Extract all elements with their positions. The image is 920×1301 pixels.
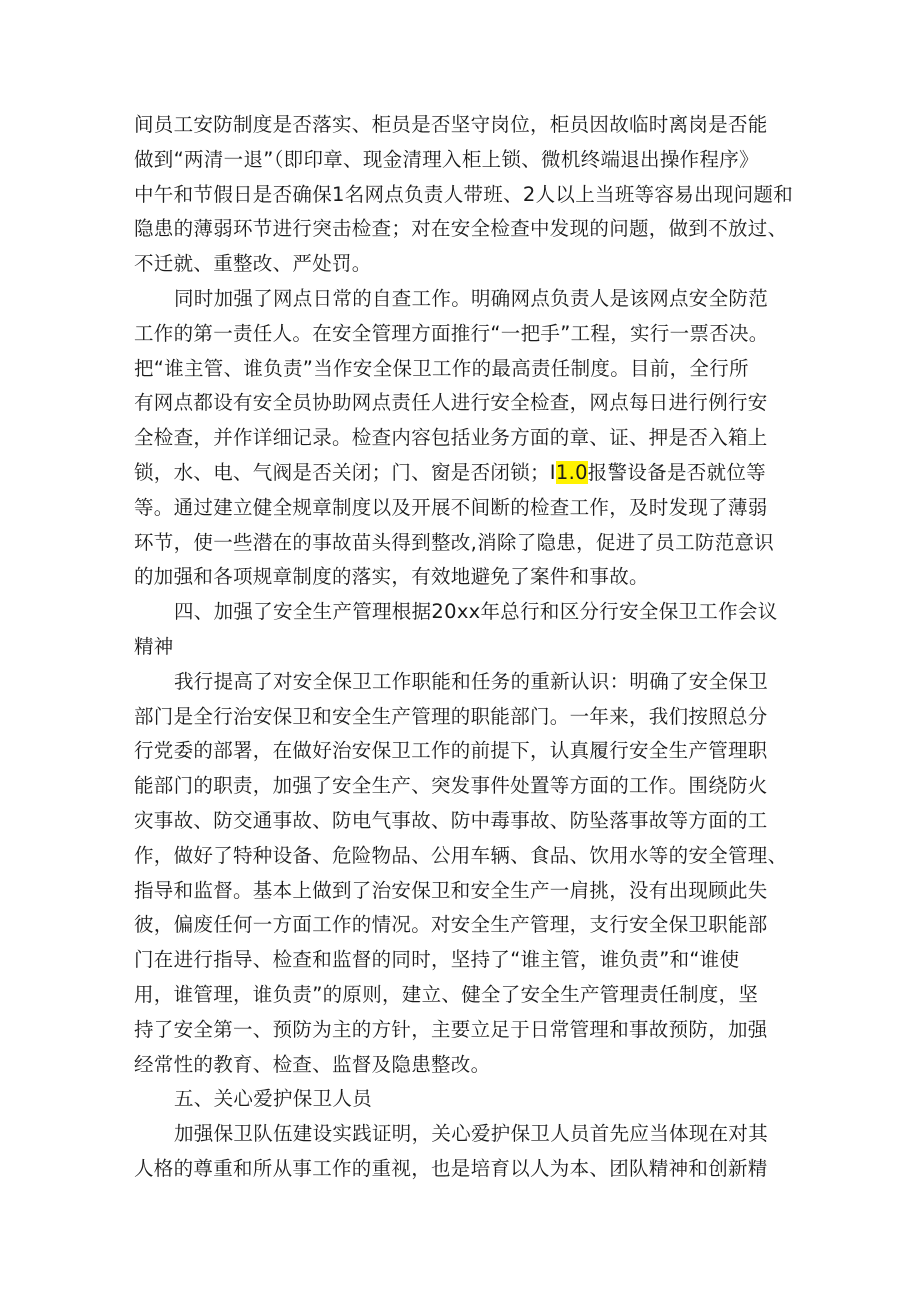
text-line: 持了安全第一、预防为主的方针，主要立足于日常管理和事故预防，加强 (134, 1017, 768, 1041)
paragraph-start-line: 同时加强了网点日常的自查工作。明确网点负责人是该网点安全防范 (174, 286, 769, 310)
text-line: 把“谁主管、谁负责”当作安全保卫工作的最高责任制度。目前，全行所 (134, 356, 749, 380)
paragraph-start-line: 我行提高了对安全保卫工作职能和任务的重新认识：明确了安全保卫 (174, 669, 769, 693)
section-heading-line: 精神 (134, 634, 174, 658)
text-segment: 锁，水、电、气阀是否关闭；门、窗是否闭锁；I (134, 460, 556, 484)
text-line: 中午和节假日是否确保1名网点负责人带班、2人以上当班等容易出现问题和 (134, 182, 794, 206)
text-line: 行党委的部署，在做好治安保卫工作的前提下，认真履行安全生产管理职 (134, 739, 768, 763)
text-line: 不迁就、重整改、严处罚。 (134, 252, 372, 276)
text-line-with-highlight (134, 456, 814, 491)
text-line: 灾事故、防交通事故、防电气事故、防中毒事故、防坠落事故等方面的工 (134, 808, 768, 832)
text-line: 人格的尊重和所从事工作的重视，也是培育以人为本、团队精神和创新精 (134, 1156, 768, 1180)
text-line: 间员工安防制度是否落实、柜员是否坚守岗位，柜员因故临时离岗是否能 (134, 113, 768, 136)
text-line: 能部门的职责，加强了安全生产、突发事件处置等方面的工作。围绕防火 (134, 774, 768, 798)
text-line: 经常性的教育、检查、监督及隐患整改。 (134, 1052, 491, 1076)
text-line: 环节，使一些潜在的事故苗头得到整改,消除了隐患，促进了员工防范意识 (134, 530, 775, 554)
section-heading-line: 四、加强了安全生产管理根据20xx年总行和区分行安全保卫工作会议 (174, 600, 778, 624)
text-line: 用，谁管理，谁负责”的原则，建立、健全了安全生产管理责任制度，坚 (134, 982, 759, 1006)
section-heading-line: 五、关心爱护保卫人员 (174, 1087, 373, 1111)
text-line: 隐患的薄弱环节进行突击检查；对在安全检查中发现的问题，做到不放过、 (134, 217, 788, 241)
text-line: 有网点都设有安全员协助网点责任人进行安全检查，网点每日进行例行安 (134, 391, 768, 415)
document-body (134, 108, 814, 1187)
paragraph-start-line: 加强保卫队伍建设实践证明，关心爱护保卫人员首先应当体现在对其 (174, 1122, 769, 1146)
text-line: 门在进行指导、检查和监督的同时，坚持了“谁主管，谁负责”和“谁使 (134, 948, 740, 972)
text-line: 彼，偏废任何一方面工作的情况。对安全生产管理，支行安全保卫职能部 (134, 913, 768, 937)
text-line: 部门是全行治安保卫和安全生产管理的职能部门。一年来，我们按照总分 (134, 704, 768, 728)
text-line: 全检查，并作详细记录。检查内容包括业务方面的章、证、押是否入箱上 (134, 426, 768, 450)
text-line: 作，做好了特种设备、危险物品、公用车辆、食品、饮用水等的安全管理、 (134, 843, 788, 867)
highlighted-text: 1.0 (555, 460, 588, 484)
text-line: 等。通过建立健全规章制度以及开展不间断的检查工作，及时发现了薄弱 (134, 495, 768, 519)
text-segment: 报警设备是否就位等 (587, 460, 766, 484)
text-line: 指导和监督。基本上做到了治安保卫和安全生产一肩挑，没有出现顾此失 (134, 878, 768, 902)
text-line: 做到“两清一退”（即印章、现金清理入柜上锁、微机终端退出操作程序》 (134, 147, 759, 171)
text-line: 工作的第一责任人。在安全管理方面推行“一把手”工程，实行一票否决。 (134, 321, 769, 345)
text-line: 的加强和各项规章制度的落实，有效地避免了案件和事故。 (134, 565, 649, 589)
